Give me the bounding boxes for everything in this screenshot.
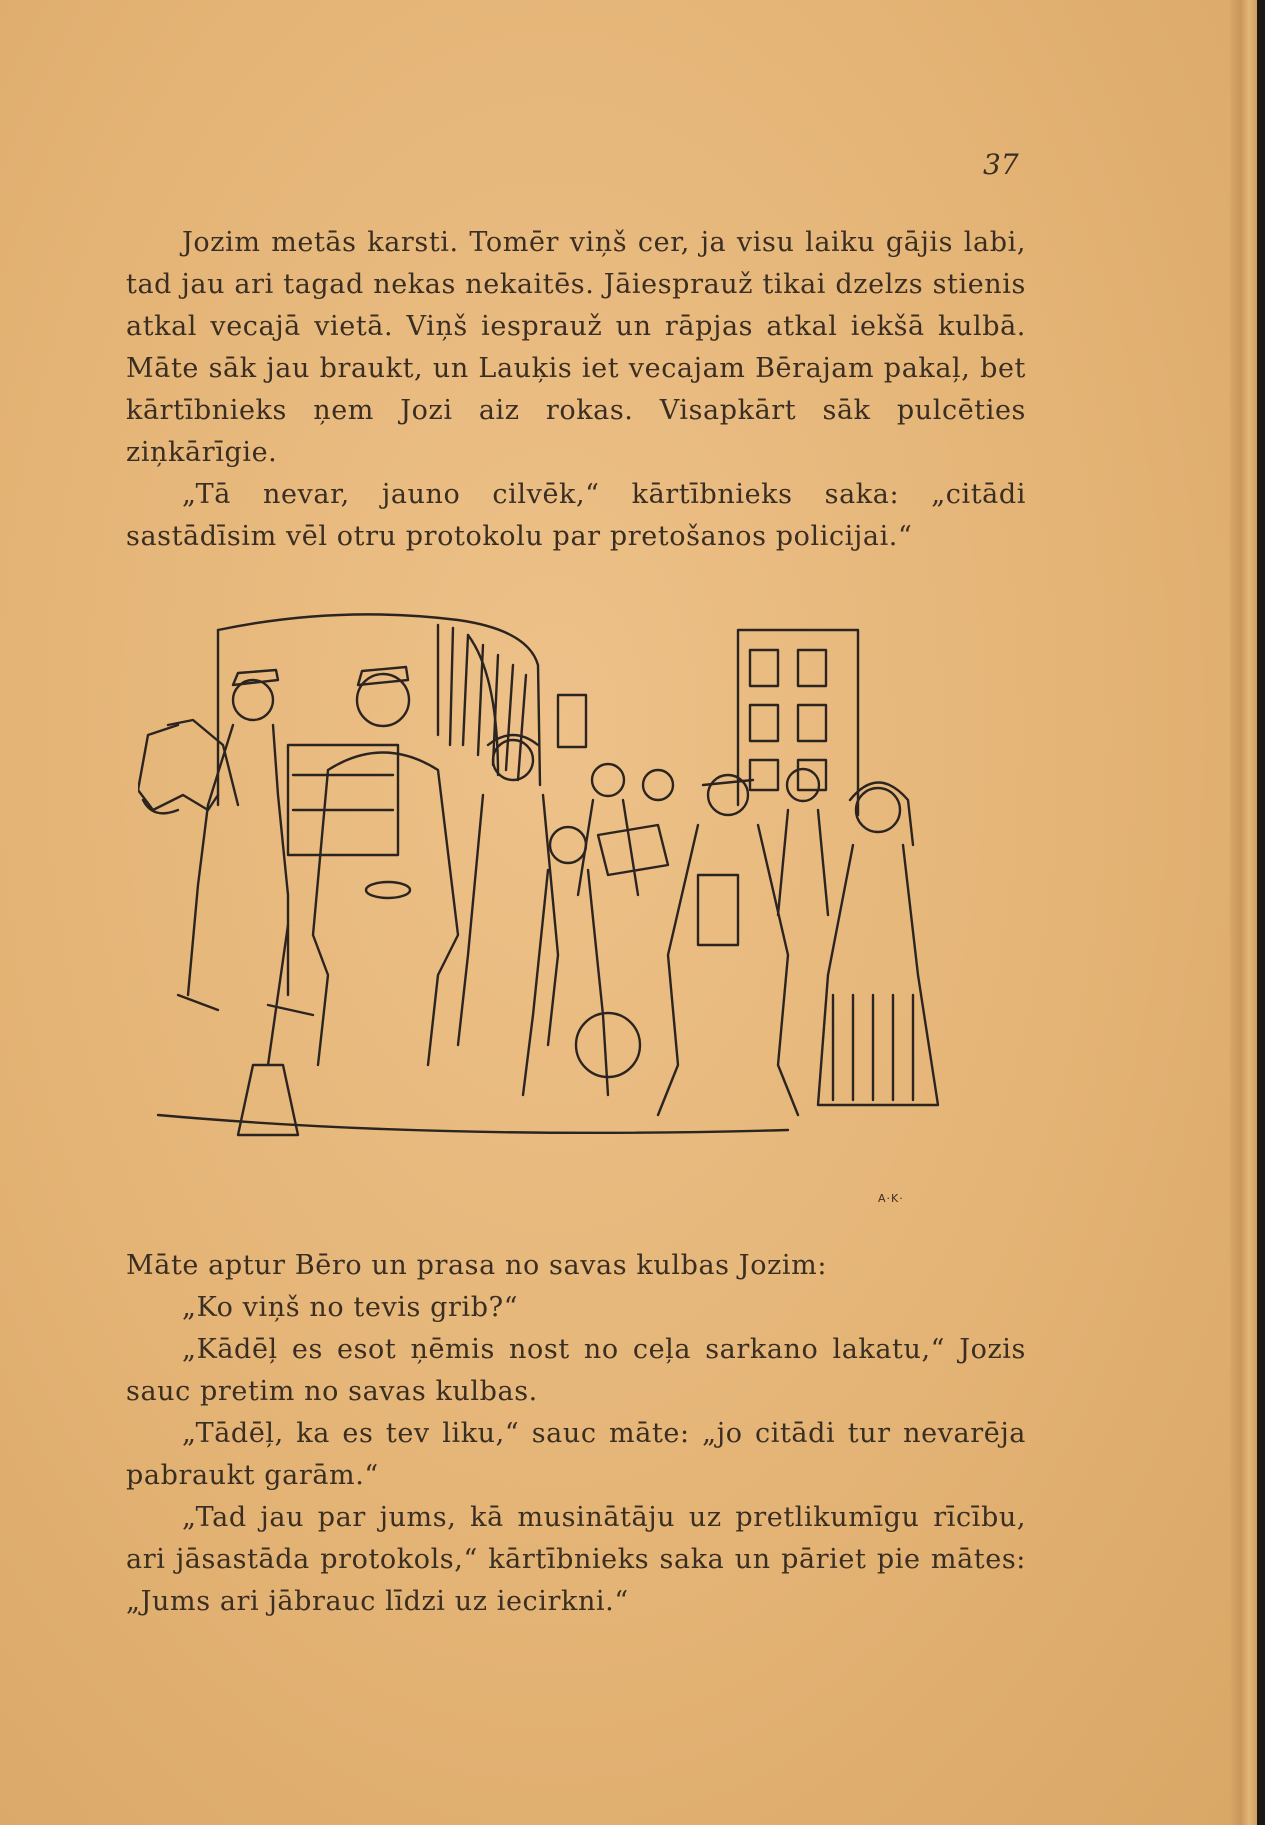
paragraph: Māte aptur Bēro un prasa no savas kulbas Jozim: bbox=[126, 1250, 828, 1281]
illustrator-signature: A·K· bbox=[878, 1192, 904, 1205]
paragraph: „Tā nevar, jauno cilvēk,“ kārtībnieks saka: „citādi sastādīsim vēl otru protokolu par pretošanos policijai.“ bbox=[126, 479, 1026, 552]
paragraph: „Kādēļ es esot ņēmis nost no ceļa sarkano lakatu,“ Jozis sauc pretim no savas kulbas. bbox=[126, 1334, 1026, 1407]
street-scene-illustration bbox=[138, 595, 958, 1225]
page-shadow bbox=[1257, 0, 1265, 1825]
paragraph: „Tad jau par jums, kā musinātāju uz pretlikumīgu rīcību, ari jāsastāda protokols,“ kārtībnieks saka un pāriet pie mātes: „Jums ari jābrauc līdzi uz iecirkni.“ bbox=[126, 1502, 1026, 1617]
paragraph: „Ko viņš no tevis grib?“ bbox=[182, 1292, 519, 1323]
paragraph: „Tādēļ, ka es tev liku,“ sauc māte: „jo citādi tur nevarēja pabraukt garām.“ bbox=[126, 1418, 1026, 1491]
top-text-block bbox=[126, 222, 1026, 558]
illustration-drawing bbox=[138, 595, 958, 1225]
bottom-text-block bbox=[126, 1245, 1026, 1623]
paragraph: Jozim metās karsti. Tomēr viņš cer, ja visu laiku gājis labi, tad jau ari tagad nekas nekaitēs. Jāiesprauž tikai dzelzs stienis atkal vecajā vietā. Viņš iesprauž un rāpjas atkal iekšā kulbā. Māte sāk jau braukt, un Lauķis iet vecajam Bērajam pakaļ, bet kārtībnieks ņem Jozi aiz rokas. Visapkārt sāk pulcēties ziņkārīgie. bbox=[126, 227, 1026, 468]
page-number: 37 bbox=[983, 148, 1019, 181]
